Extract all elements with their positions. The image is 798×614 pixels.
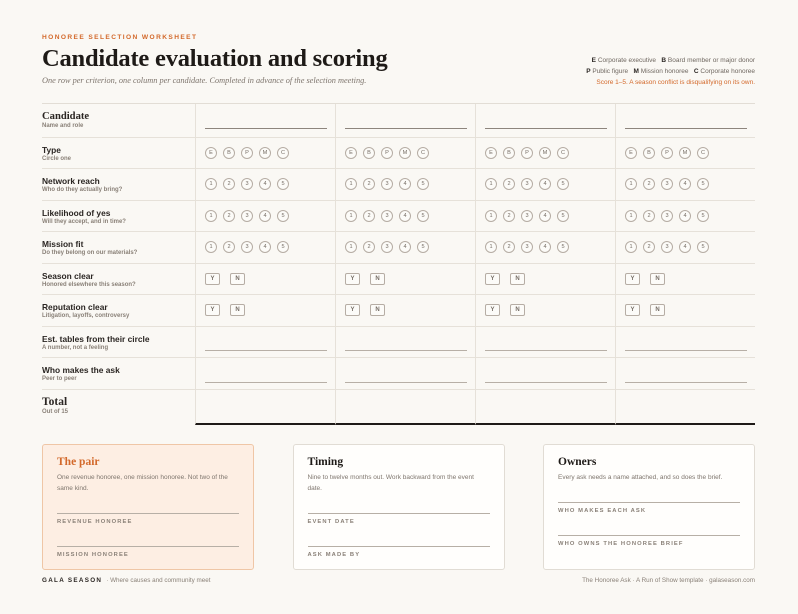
criterion-label-cell	[42, 104, 195, 137]
no-checkbox[interactable]: N	[650, 273, 665, 285]
candidate-cell	[195, 138, 335, 168]
criterion-sublabel: Litigation, layoffs, controversy	[42, 313, 130, 319]
card-field[interactable]	[57, 546, 239, 558]
score-option-circle[interactable]: 5	[697, 210, 709, 222]
legend-text: Public figure	[592, 68, 629, 75]
page-title: Candidate evaluation and scoring	[42, 45, 388, 72]
score-option-circle[interactable]: 4	[259, 210, 271, 222]
write-in-line[interactable]	[625, 128, 747, 129]
criterion-label: Est. tables from their circle	[42, 333, 150, 344]
score-option-circle[interactable]: 4	[259, 178, 271, 190]
score-option-circle[interactable]: 1	[485, 241, 497, 253]
score-option-circle[interactable]: 2	[643, 178, 655, 190]
summary-cards	[42, 444, 755, 570]
candidate-cell	[335, 358, 475, 389]
candidate-cell	[195, 169, 335, 200]
type-options	[625, 138, 709, 168]
yes-checkbox[interactable]: Y	[345, 304, 360, 316]
legend-text: Corporate executive	[597, 57, 656, 64]
score-option-circle[interactable]: 2	[363, 210, 375, 222]
write-in-line[interactable]	[625, 350, 747, 351]
yes-no-options	[205, 295, 245, 326]
criterion-sublabel: Will they accept, and in time?	[42, 218, 126, 225]
type-option-circle[interactable]: C	[557, 147, 569, 159]
write-in-line[interactable]	[205, 382, 327, 383]
score-option-circle[interactable]: 2	[503, 210, 515, 222]
card-field[interactable]	[308, 546, 490, 558]
legend-code: B	[661, 57, 667, 64]
criterion-row	[42, 264, 755, 296]
score-option-circle[interactable]: 3	[661, 178, 673, 190]
criterion-sublabel: Name and role	[42, 123, 84, 129]
yes-no-options	[485, 295, 525, 326]
footer-right: The Honoree Ask · A Run of Show template · galaseason.com	[582, 577, 755, 584]
score-option-circle[interactable]: 5	[417, 241, 429, 253]
card-description: Nine to twelve months out. Work backward from the event date.	[307, 474, 474, 492]
score-option-circle[interactable]: 1	[205, 241, 217, 253]
candidate-cell	[195, 295, 335, 326]
candidate-cell	[335, 104, 475, 137]
candidate-cell	[195, 232, 335, 263]
candidate-cell	[615, 169, 755, 200]
criterion-label: Candidate	[42, 111, 90, 122]
legend-code: C	[693, 68, 699, 75]
candidate-cell	[335, 327, 475, 358]
score-option-circle[interactable]: 2	[223, 241, 235, 253]
candidate-cell	[615, 327, 755, 358]
score-option-circle[interactable]: 5	[557, 210, 569, 222]
criterion-label-cell	[42, 390, 195, 425]
criterion-row	[42, 358, 755, 390]
type-option-circle[interactable]: E	[485, 147, 497, 159]
score-option-circle[interactable]: 5	[697, 178, 709, 190]
legend-line-1	[586, 55, 755, 66]
score-option-circle[interactable]: 4	[399, 178, 411, 190]
criterion-row	[42, 327, 755, 359]
type-option-circle[interactable]: M	[539, 147, 551, 159]
legend-text: Mission honoree	[640, 68, 689, 75]
field-line[interactable]	[308, 513, 490, 514]
score-option-circle[interactable]: 2	[363, 241, 375, 253]
yes-checkbox[interactable]: Y	[485, 304, 500, 316]
criterion-label-cell	[42, 201, 195, 232]
legend-code: P	[586, 68, 591, 75]
legend-code: M	[633, 68, 639, 75]
field-label: ASK MADE BY	[307, 552, 361, 558]
field-line[interactable]	[57, 546, 239, 547]
total-cell[interactable]	[335, 390, 475, 425]
score-option-circle[interactable]: 4	[539, 241, 551, 253]
field-line[interactable]	[308, 546, 490, 547]
score-options	[345, 169, 429, 200]
candidate-cell	[615, 138, 755, 168]
criterion-row	[42, 232, 755, 264]
criterion-label-cell	[42, 138, 195, 168]
type-options	[345, 138, 429, 168]
criterion-sublabel: Circle one	[42, 156, 72, 162]
score-option-circle[interactable]: 1	[345, 210, 357, 222]
write-in-line[interactable]	[625, 382, 747, 383]
score-options	[485, 232, 569, 263]
criterion-row	[42, 169, 755, 201]
score-option-circle[interactable]: 5	[557, 178, 569, 190]
total-cell[interactable]	[195, 390, 335, 425]
score-options	[345, 201, 429, 232]
yes-checkbox[interactable]: Y	[625, 304, 640, 316]
criterion-row	[42, 295, 755, 327]
score-option-circle[interactable]: 4	[399, 241, 411, 253]
score-option-circle[interactable]: 5	[277, 210, 289, 222]
type-option-circle[interactable]: M	[259, 147, 271, 159]
type-option-circle[interactable]: C	[697, 147, 709, 159]
legend-text: Corporate honoree	[700, 68, 755, 75]
write-in-line[interactable]	[205, 350, 327, 351]
score-option-circle[interactable]: 3	[661, 210, 673, 222]
yes-checkbox[interactable]: Y	[625, 273, 640, 285]
yes-no-options	[345, 295, 385, 326]
write-in-line[interactable]	[485, 350, 607, 351]
criterion-label-cell	[42, 295, 195, 326]
score-option-circle[interactable]: 2	[223, 210, 235, 222]
candidate-cell	[335, 201, 475, 232]
type-options	[485, 138, 569, 168]
candidate-cell	[335, 264, 475, 295]
candidate-cell	[335, 232, 475, 263]
score-option-circle[interactable]: 4	[679, 210, 691, 222]
field-line[interactable]	[558, 502, 740, 503]
score-options	[485, 201, 569, 232]
candidate-cell	[615, 201, 755, 232]
footer-brand: GALA SEASON	[42, 577, 103, 584]
eyebrow: HONOREE SELECTION WORKSHEET	[42, 34, 198, 41]
write-in-line[interactable]	[345, 382, 467, 383]
type-option-circle[interactable]: B	[363, 147, 375, 159]
candidate-cell	[335, 295, 475, 326]
score-option-circle[interactable]: 3	[381, 210, 393, 222]
yes-checkbox[interactable]: Y	[205, 304, 220, 316]
type-option-circle[interactable]: E	[345, 147, 357, 159]
criterion-sublabel: Peer to peer	[42, 376, 77, 382]
candidate-cell	[335, 169, 475, 200]
score-option-circle[interactable]: 5	[557, 241, 569, 253]
candidate-cell	[475, 264, 615, 295]
write-in-line[interactable]	[345, 350, 467, 351]
candidate-cell	[615, 104, 755, 137]
score-options	[345, 232, 429, 263]
criterion-sublabel: A number, not a feeling	[42, 344, 109, 351]
yes-no-options	[625, 264, 665, 295]
evaluation-grid	[42, 103, 755, 425]
field-label: EVENT DATE	[307, 519, 355, 525]
no-checkbox[interactable]: N	[370, 304, 385, 316]
total-cell[interactable]	[475, 390, 615, 425]
criterion-label: Season clear	[42, 270, 94, 281]
page-subtitle: One row per criterion, one column per candidate. Completed in advance of the selection meeting.	[42, 76, 367, 85]
no-checkbox[interactable]: N	[230, 273, 245, 285]
write-in-line[interactable]	[485, 128, 607, 129]
score-option-circle[interactable]: 4	[539, 178, 551, 190]
criterion-label: Type	[42, 145, 61, 155]
criterion-label-cell	[42, 358, 195, 389]
candidate-cell	[475, 201, 615, 232]
legend-text: Board member or major donor	[667, 57, 755, 64]
score-option-circle[interactable]: 1	[485, 210, 497, 222]
score-option-circle[interactable]: 3	[521, 241, 533, 253]
criterion-row	[42, 390, 755, 425]
score-option-circle[interactable]: 1	[485, 178, 497, 190]
score-option-circle[interactable]: 4	[679, 241, 691, 253]
field-line[interactable]	[558, 535, 740, 536]
score-option-circle[interactable]: 5	[417, 178, 429, 190]
score-option-circle[interactable]: 4	[399, 210, 411, 222]
candidate-cell	[475, 138, 615, 168]
candidate-cell	[615, 232, 755, 263]
score-option-circle[interactable]: 1	[345, 178, 357, 190]
candidate-cell	[475, 232, 615, 263]
score-options	[205, 232, 289, 263]
card-field[interactable]	[558, 535, 740, 547]
score-option-circle[interactable]: 3	[661, 241, 673, 253]
score-options	[625, 201, 709, 232]
candidate-cell	[475, 327, 615, 358]
score-option-circle[interactable]: 5	[277, 178, 289, 190]
summary-card	[293, 444, 505, 570]
type-option-circle[interactable]: B	[643, 147, 655, 159]
summary-card	[543, 444, 755, 570]
score-option-circle[interactable]: 1	[205, 178, 217, 190]
candidate-cell	[475, 104, 615, 137]
criterion-label-cell	[42, 264, 195, 295]
criterion-label-cell	[42, 327, 195, 358]
yes-no-options	[485, 264, 525, 295]
yes-no-options	[625, 295, 665, 326]
score-options	[205, 201, 289, 232]
field-label: WHO MAKES EACH ASK	[558, 508, 647, 514]
type-option-circle[interactable]: M	[679, 147, 691, 159]
score-option-circle[interactable]: 4	[259, 241, 271, 253]
candidate-cell	[195, 264, 335, 295]
legend-code: E	[591, 57, 596, 64]
type-option-circle[interactable]: E	[205, 147, 217, 159]
type-legend	[586, 55, 755, 88]
card-field[interactable]	[308, 513, 490, 525]
candidate-cell	[195, 358, 335, 389]
type-option-circle[interactable]: P	[241, 147, 253, 159]
candidate-cell	[475, 295, 615, 326]
score-option-circle[interactable]: 4	[539, 210, 551, 222]
criterion-sublabel: Do they belong on our materials?	[42, 250, 138, 256]
legend-note: Score 1–5. A season conflict is disqualifying on its own.	[596, 79, 755, 86]
score-option-circle[interactable]: 5	[277, 241, 289, 253]
criterion-label: Network reach	[42, 176, 100, 186]
score-option-circle[interactable]: 2	[643, 210, 655, 222]
card-description: Every ask needs a name attached, and so does the brief.	[558, 474, 723, 481]
criterion-sublabel: Who do they actually bring?	[42, 187, 123, 193]
score-option-circle[interactable]: 1	[625, 241, 637, 253]
criterion-sublabel: Honored elsewhere this season?	[42, 281, 136, 288]
footer-left	[42, 577, 211, 584]
score-options	[625, 169, 709, 200]
write-in-line[interactable]	[345, 128, 467, 129]
score-option-circle[interactable]: 2	[363, 178, 375, 190]
type-option-circle[interactable]: B	[223, 147, 235, 159]
score-option-circle[interactable]: 3	[241, 178, 253, 190]
card-title: Timing	[307, 456, 344, 468]
type-option-circle[interactable]: P	[381, 147, 393, 159]
candidate-cell	[335, 138, 475, 168]
score-option-circle[interactable]: 3	[381, 178, 393, 190]
type-option-circle[interactable]: C	[277, 147, 289, 159]
type-option-circle[interactable]: C	[417, 147, 429, 159]
type-option-circle[interactable]: E	[625, 147, 637, 159]
no-checkbox[interactable]: N	[510, 273, 525, 285]
score-options	[485, 169, 569, 200]
field-label: WHO OWNS THE HONOREE BRIEF	[558, 541, 684, 547]
summary-card	[42, 444, 254, 570]
card-description: One revenue honoree, one mission honoree. Not two of the same kind.	[57, 474, 228, 492]
criterion-label: Likelihood of yes	[42, 207, 111, 218]
score-option-circle[interactable]: 4	[679, 178, 691, 190]
no-checkbox[interactable]: N	[370, 273, 385, 285]
write-in-line[interactable]	[485, 382, 607, 383]
score-option-circle[interactable]: 3	[241, 241, 253, 253]
candidate-cell	[615, 295, 755, 326]
score-option-circle[interactable]: 2	[503, 241, 515, 253]
score-option-circle[interactable]: 2	[643, 241, 655, 253]
type-option-circle[interactable]: P	[661, 147, 673, 159]
card-field[interactable]	[57, 513, 239, 525]
score-options	[205, 169, 289, 200]
field-label: MISSION HONOREE	[57, 552, 129, 558]
score-option-circle[interactable]: 5	[417, 210, 429, 222]
criterion-row	[42, 138, 755, 169]
candidate-cell	[615, 358, 755, 389]
candidate-cell	[195, 201, 335, 232]
footer-tagline: · Where causes and community meet	[106, 577, 211, 584]
field-label: REVENUE HONOREE	[57, 519, 133, 525]
criterion-sublabel: Out of 15	[42, 408, 69, 415]
criterion-label: Reputation clear	[42, 302, 108, 312]
candidate-cell	[195, 104, 335, 137]
score-option-circle[interactable]: 3	[521, 178, 533, 190]
yes-checkbox[interactable]: Y	[485, 273, 500, 285]
score-option-circle[interactable]: 5	[697, 241, 709, 253]
yes-no-options	[205, 264, 245, 295]
candidate-cell	[195, 327, 335, 358]
type-option-circle[interactable]: P	[521, 147, 533, 159]
score-options	[625, 232, 709, 263]
score-option-circle[interactable]: 1	[345, 241, 357, 253]
type-options	[205, 138, 289, 168]
card-field[interactable]	[558, 502, 740, 514]
total-cell[interactable]	[615, 390, 755, 425]
no-checkbox[interactable]: N	[650, 304, 665, 316]
score-option-circle[interactable]: 3	[521, 210, 533, 222]
candidate-cell	[615, 264, 755, 295]
criterion-label: Mission fit	[42, 239, 84, 249]
type-option-circle[interactable]: M	[399, 147, 411, 159]
criterion-label-cell	[42, 232, 195, 263]
criterion-row	[42, 201, 755, 233]
score-option-circle[interactable]: 3	[381, 241, 393, 253]
criterion-label-cell	[42, 169, 195, 200]
criterion-label: Total	[42, 395, 68, 408]
write-in-line[interactable]	[205, 128, 327, 129]
type-option-circle[interactable]: B	[503, 147, 515, 159]
card-title: Owners	[558, 456, 597, 468]
card-title: The pair	[57, 456, 100, 468]
score-option-circle[interactable]: 1	[205, 210, 217, 222]
candidate-cell	[475, 169, 615, 200]
no-checkbox[interactable]: N	[230, 304, 245, 316]
score-option-circle[interactable]: 1	[625, 210, 637, 222]
score-option-circle[interactable]: 3	[241, 210, 253, 222]
yes-no-options	[345, 264, 385, 295]
score-option-circle[interactable]: 1	[625, 178, 637, 190]
field-line[interactable]	[57, 513, 239, 514]
legend-line-2	[586, 66, 755, 77]
criterion-label: Who makes the ask	[42, 365, 120, 375]
candidate-cell	[475, 358, 615, 389]
score-option-circle[interactable]: 2	[503, 178, 515, 190]
yes-checkbox[interactable]: Y	[205, 273, 220, 285]
criterion-row	[42, 104, 755, 138]
score-option-circle[interactable]: 2	[223, 178, 235, 190]
yes-checkbox[interactable]: Y	[345, 273, 360, 285]
no-checkbox[interactable]: N	[510, 304, 525, 316]
